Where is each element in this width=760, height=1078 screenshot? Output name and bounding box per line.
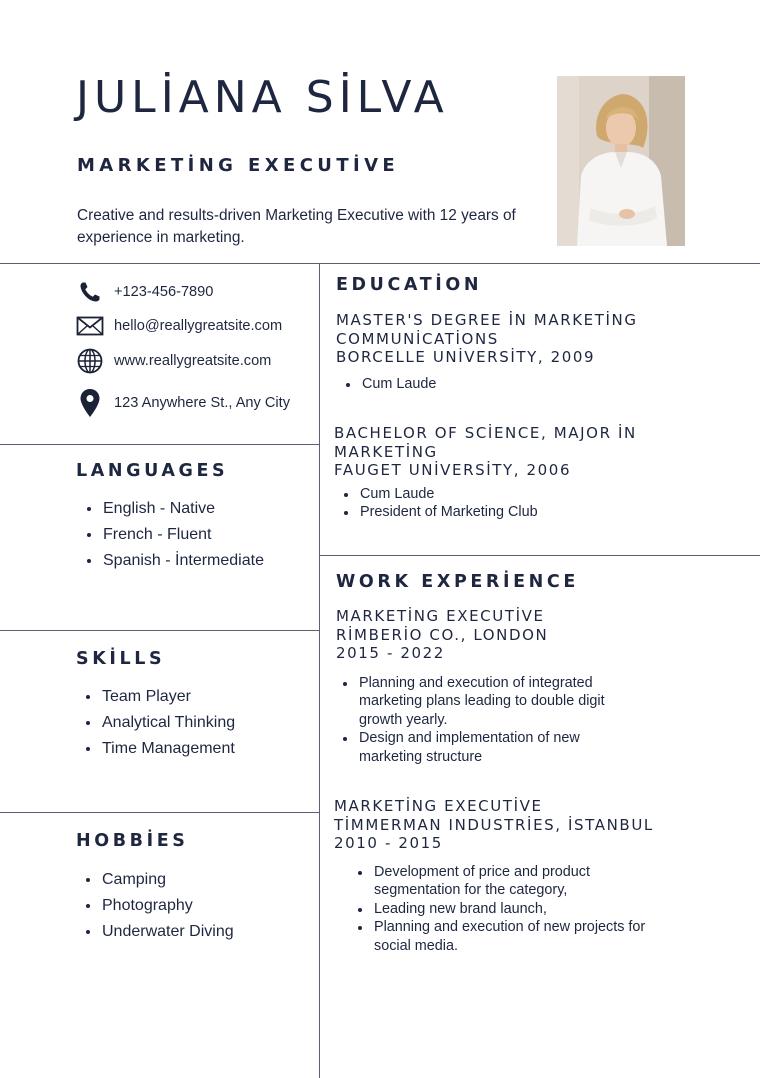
skill-item: Time Management — [76, 736, 235, 762]
degree-name: BACHELOR OF SCİENCE, MAJOR İN — [334, 424, 637, 442]
languages-list — [77, 496, 264, 574]
job-bullet — [333, 674, 605, 730]
hobby-item: Underwater Diving — [76, 919, 234, 945]
street-address: 123 Anywhere St., Any City — [114, 395, 291, 411]
job-bullet-line: Design and implementation of new — [359, 730, 580, 746]
education-bullet: President of Marketing Club — [334, 503, 637, 522]
contact-email — [76, 311, 282, 341]
skills-heading: SKİLLS — [76, 649, 166, 669]
university-and-year: BORCELLE UNİVERSİTY, 2009 — [336, 348, 596, 366]
header-divider — [0, 263, 760, 264]
education-bullet: Cum Laude — [336, 375, 638, 394]
job-bullet — [333, 729, 605, 766]
skills-list — [76, 684, 235, 762]
job-bullet-line: marketing plans leading to double digit — [359, 693, 605, 709]
job-bullet — [348, 863, 654, 900]
globe-icon — [76, 347, 104, 375]
job-title: MARKETİNG EXECUTİVE — [77, 155, 400, 176]
university-and-year: FAUGET UNİVERSİTY, 2006 — [334, 461, 572, 479]
column-divider — [319, 263, 320, 1078]
hobbies-heading: HOBBİES — [76, 831, 189, 851]
job-bullet-line: segmentation for the category, — [374, 882, 568, 898]
profile-photo-image — [557, 76, 685, 246]
job-bullet-line: Planning and execution of integrated — [359, 674, 593, 691]
work-experience-heading: WORK EXPERİENCE — [336, 572, 579, 592]
hobbies-list — [76, 867, 234, 945]
job-bullets — [333, 674, 605, 767]
job-entry — [336, 607, 605, 766]
profile-summary: Creative and results-driven Marketing Executive with 12 years of experience in marketing. — [77, 207, 516, 246]
hobby-item: Camping — [76, 867, 234, 893]
location-pin-icon — [76, 389, 104, 417]
candidate-name: JULİANA SİLVA — [76, 72, 449, 123]
job-bullet-line: Leading new brand launch, — [374, 900, 547, 917]
contact-divider — [0, 444, 319, 445]
job-company: RİMBERİO CO., LONDON — [336, 625, 549, 644]
language-item: French - Fluent — [77, 522, 264, 548]
education-bullet: Cum Laude — [334, 485, 637, 504]
job-company: TİMMERMAN INDUSTRİES, İSTANBUL — [334, 815, 654, 834]
languages-divider — [0, 630, 319, 631]
job-bullet-line: growth yearly. — [359, 711, 448, 728]
skills-divider — [0, 812, 319, 813]
skill-item: Team Player — [76, 684, 235, 710]
language-item: English - Native — [77, 496, 264, 522]
job-bullet — [348, 900, 654, 919]
degree-name-continued: COMMUNİCATİONS — [336, 329, 499, 348]
education-divider — [319, 555, 760, 556]
email-address: hello@reallygreatsite.com — [114, 318, 283, 334]
contact-phone — [76, 277, 213, 307]
hobby-item: Photography — [76, 893, 234, 919]
job-role: MARKETİNG EXECUTİVE — [336, 607, 545, 625]
contact-website — [76, 346, 271, 376]
job-entry — [334, 797, 654, 955]
job-bullet — [348, 918, 654, 955]
education-entry — [334, 424, 637, 522]
language-item: Spanish - İntermediate — [77, 548, 264, 574]
degree-name-continued: MARKETİNG — [334, 442, 438, 461]
phone-number: +123-456-7890 — [114, 284, 214, 300]
job-bullets — [348, 863, 654, 956]
job-role: MARKETİNG EXECUTİVE — [334, 797, 543, 815]
education-heading: EDUCATİON — [336, 275, 483, 295]
education-bullets — [336, 375, 638, 394]
website-url: www.reallygreatsite.com — [114, 353, 272, 369]
contact-address — [76, 388, 290, 418]
envelope-icon — [76, 312, 104, 340]
languages-heading: LANGUAGES — [76, 461, 229, 481]
degree-name: MASTER'S DEGREE İN MARKETİNG — [336, 311, 638, 329]
job-bullet-line: social media. — [374, 937, 458, 954]
job-dates: 2015 - 2022 — [336, 644, 445, 662]
job-bullet-line: marketing structure — [359, 748, 483, 765]
education-entry — [336, 311, 638, 393]
profile-photo — [557, 76, 685, 246]
education-bullets — [334, 485, 637, 522]
job-dates: 2010 - 2015 — [334, 834, 443, 852]
skill-item: Analytical Thinking — [76, 710, 235, 736]
phone-icon — [76, 278, 104, 306]
job-bullet-line: Development of price and product — [374, 863, 590, 880]
job-bullet-line: Planning and execution of new projects for — [374, 919, 646, 935]
